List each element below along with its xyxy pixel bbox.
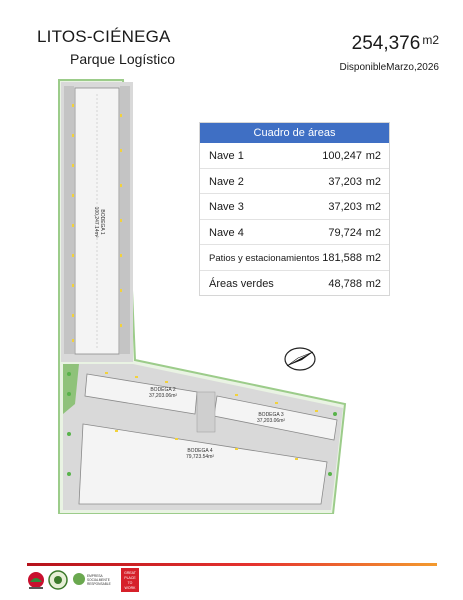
area-table-title: Cuadro de áreas	[200, 123, 389, 143]
row-value: 181,588	[322, 252, 362, 264]
row-name: Nave 4	[209, 226, 244, 239]
bodega-3-name: BODEGA 3	[258, 412, 284, 418]
row-unit: m2	[365, 252, 381, 264]
row-value: 48,788	[328, 277, 362, 290]
row-unit: m2	[365, 175, 381, 188]
logo-3-text-1: EMPRESA	[87, 574, 103, 578]
logo-3-text-3: RESPONSABLE	[87, 582, 111, 586]
bodega-3-area: 37,203.06m²	[256, 418, 286, 424]
row-name: Nave 3	[209, 201, 244, 213]
row-value: 37,203	[328, 201, 362, 213]
bodega-2-name: BODEGA 2	[150, 387, 176, 393]
bodega-1-name: BODEGA 1	[99, 209, 105, 235]
row-name: Patios y estacionamientos	[209, 253, 320, 264]
row-name: Áreas verdes	[209, 277, 274, 290]
table-row	[200, 271, 389, 296]
footer-logos	[27, 568, 157, 592]
row-value: 79,724	[328, 226, 362, 239]
logo-2	[49, 571, 67, 589]
logo-1	[28, 572, 44, 589]
table-row	[200, 169, 389, 195]
table-row	[200, 220, 389, 246]
total-area-unit: m2	[422, 33, 439, 47]
row-value: 100,247	[322, 150, 362, 162]
logo-great-place-to-work	[121, 568, 139, 592]
gptw-text-1: GREAT	[124, 571, 136, 575]
row-unit: m2	[365, 150, 381, 162]
gptw-text-3: TO	[127, 581, 133, 585]
gptw-text-2: PLACE	[124, 576, 136, 580]
bodega-1-area: 100,247.14m²	[93, 206, 99, 238]
bodega-4-name: BODEGA 4	[187, 448, 213, 454]
row-name: Nave 2	[209, 175, 244, 188]
row-unit: m2	[365, 201, 381, 213]
bodega-4-area: 79,723.54m²	[185, 454, 215, 460]
footer-divider	[27, 563, 437, 566]
row-unit: m2	[365, 277, 381, 290]
page-title: LITOS-CIÉNEGA	[37, 27, 171, 46]
table-row	[200, 245, 389, 271]
bodega-2-area: 37,203.06m²	[148, 393, 178, 399]
row-value: 37,203	[328, 175, 362, 188]
page-subtitle: Parque Logístico	[70, 51, 176, 67]
total-area-value: 254,376	[351, 33, 421, 54]
area-table	[199, 122, 390, 296]
compass-icon	[283, 346, 317, 372]
gptw-text-4: WORK	[124, 586, 136, 590]
row-name: Nave 1	[209, 150, 244, 162]
total-area	[352, 33, 439, 55]
logo-3	[73, 573, 111, 586]
logo-3-text-2: SOCIALMENTE	[87, 578, 110, 582]
table-row	[200, 194, 389, 220]
table-row	[200, 143, 389, 169]
row-unit: m2	[365, 226, 381, 239]
availability-text: DisponibleMarzo,2026	[339, 62, 439, 73]
